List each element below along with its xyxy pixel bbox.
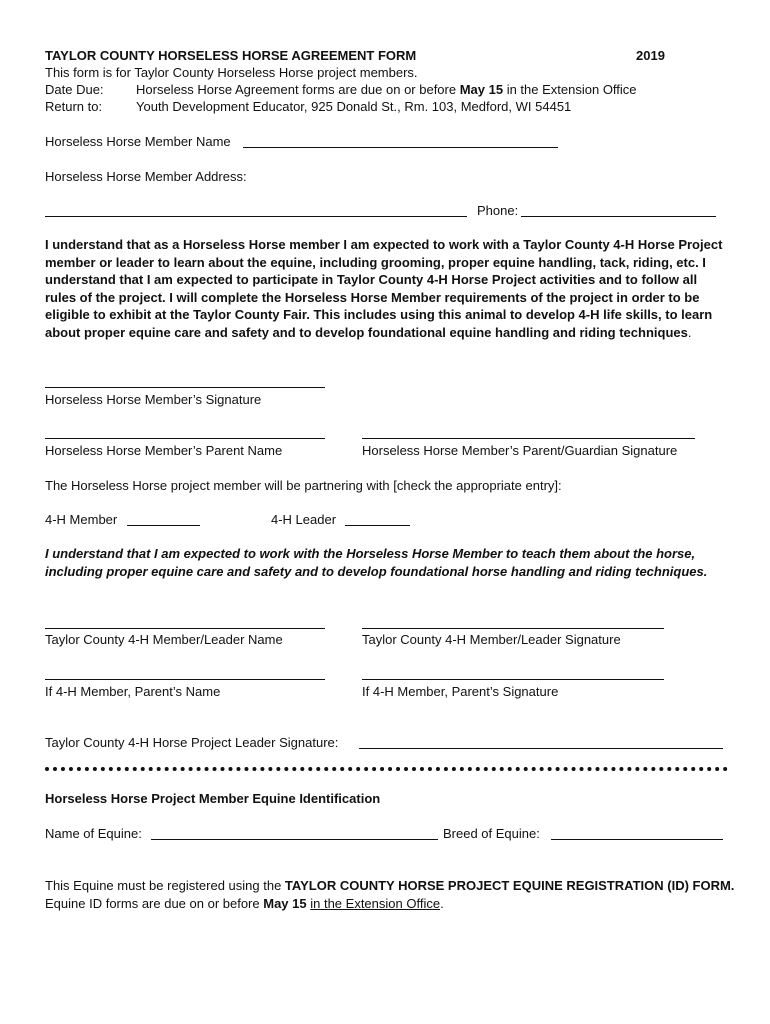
due-label: Date Due: (45, 82, 104, 97)
option-4h-leader-check[interactable] (345, 525, 410, 526)
equine-breed-field[interactable] (551, 839, 723, 840)
equine-registration-note: This Equine must be registered using the TAYLOR COUNTY HORSE PROJECT EQUINE REGISTRATION (ID) FORM. Equine ID forms are due on or before May 15 in the Extension Office. (45, 878, 735, 911)
return-label: Return to: (45, 99, 103, 114)
form-year: 2019 (636, 48, 665, 63)
due-date: May 15 (459, 82, 504, 97)
parent-signature-label: Horseless Horse Member’s Parent/Guardian Signature (362, 443, 678, 458)
member-signature-field[interactable] (45, 387, 325, 388)
partner-prompt: The Horseless Horse project member will be partnering with [check the appropriate entry]: (45, 478, 562, 493)
member-name-label: Horseless Horse Member Name (45, 134, 231, 149)
option-4h-member-label: 4-H Member (45, 512, 118, 527)
member-agreement-statement: I understand that as a Horseless Horse member I am expected to work with a Taylor County 4-H Horse Project member or leader to learn about the equine, including grooming, proper equine handling, tack, riding, etc. I understand that I am expected to participate in Taylor County 4-H Horse Project activities and to follow all rules of the project. I will complete the Horseless Horse Member requirements of the project in order to be eligible to exhibit at the Taylor County Fair. This includes using this animal to develop 4-H life skills, to learn about proper equine care and safety and to develop foundational equine handling and riding techniques. (45, 237, 723, 340)
member-parent-signature-field[interactable] (362, 679, 664, 680)
member-address-label: Horseless Horse Member Address: (45, 169, 247, 184)
phone-label: Phone: (477, 203, 519, 218)
registration-form-name: TAYLOR COUNTY HORSE PROJECT EQUINE REGISTRATION (ID) FORM. (284, 878, 735, 893)
leader-signature-label: Taylor County 4-H Member/Leader Signature (362, 632, 621, 647)
parent-signature-field[interactable] (362, 438, 695, 439)
member-parent-signature-label: If 4-H Member, Parent’s Signature (362, 684, 559, 699)
equine-name-label: Name of Equine: (45, 826, 142, 841)
equine-breed-label: Breed of Equine: (443, 826, 540, 841)
member-address-field[interactable] (45, 216, 467, 217)
project-leader-signature-field[interactable] (359, 748, 723, 749)
equine-due-date: May 15 (263, 895, 307, 911)
member-name-field[interactable] (243, 147, 558, 148)
form-title: TAYLOR COUNTY HORSELESS HORSE AGREEMENT FORM (45, 48, 417, 63)
parent-name-label: Horseless Horse Member’s Parent Name (45, 443, 283, 458)
member-parent-name-field[interactable] (45, 679, 325, 680)
partner-agreement-statement: I understand that I am expected to work with the Horseless Horse Member to teach them about the horse, including proper equine care and safety and to develop foundational horse handling and riding techniques. (45, 546, 708, 579)
member-parent-name-label: If 4-H Member, Parent’s Name (45, 684, 221, 699)
phone-field[interactable] (521, 216, 716, 217)
extension-office-text: in the Extension Office (310, 895, 441, 911)
parent-name-field[interactable] (45, 438, 325, 439)
option-4h-member-check[interactable] (127, 525, 200, 526)
leader-name-field[interactable] (45, 628, 325, 629)
due-text: Horseless Horse Agreement forms are due on or before May 15 in the Extension Office (136, 82, 637, 97)
return-address: Youth Development Educator, 925 Donald St., Rm. 103, Medford, WI 54451 (136, 99, 572, 114)
member-signature-label: Horseless Horse Member’s Signature (45, 392, 262, 407)
leader-signature-field[interactable] (362, 628, 664, 629)
project-leader-signature-label: Taylor County 4-H Horse Project Leader Signature: (45, 735, 339, 750)
form-intro: This form is for Taylor County Horseless Horse project members. (45, 65, 418, 80)
leader-name-label: Taylor County 4-H Member/Leader Name (45, 632, 283, 647)
option-4h-leader-label: 4-H Leader (271, 512, 337, 527)
equine-name-field[interactable] (151, 839, 438, 840)
equine-heading: Horseless Horse Project Member Equine Identification (45, 791, 381, 806)
section-divider (45, 767, 728, 771)
